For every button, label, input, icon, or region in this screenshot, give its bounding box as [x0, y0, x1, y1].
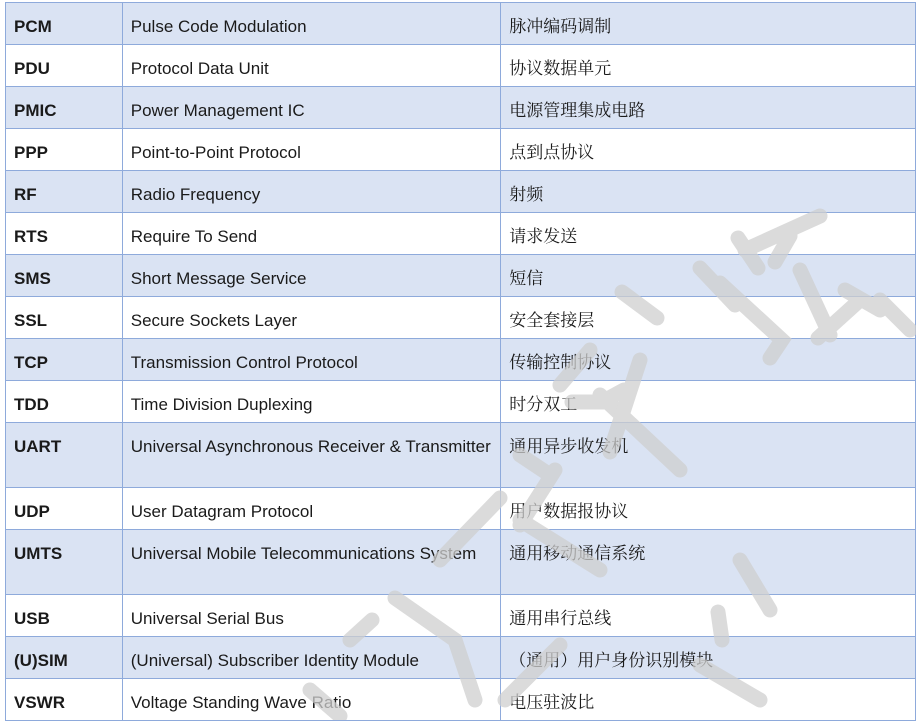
term-cell-text: Time Division Duplexing [130, 395, 313, 414]
table-row [6, 381, 916, 423]
abbr-cell [6, 595, 123, 637]
term-cell [122, 3, 500, 45]
term-cell [122, 45, 500, 87]
chinese-cell [501, 45, 916, 87]
abbr-cell-text: TCP [14, 353, 48, 372]
chinese-cell-text: 点到点协议 [509, 143, 595, 163]
abbr-cell [6, 297, 123, 339]
table-row [6, 530, 916, 595]
abbr-cell-text: RF [14, 185, 37, 204]
abbr-cell-text: UART [14, 437, 62, 456]
chinese-cell-text: 脉冲编码调制 [509, 17, 612, 37]
term-cell [122, 637, 500, 679]
abbr-cell [6, 171, 123, 213]
chinese-cell-text: 协议数据单元 [509, 59, 612, 79]
abbr-cell [6, 423, 123, 488]
table-row [6, 488, 916, 530]
abbr-cell [6, 488, 123, 530]
table-row [6, 255, 916, 297]
term-cell-text: Radio Frequency [130, 185, 261, 204]
abbr-cell-text: RTS [14, 227, 48, 246]
term-cell [122, 297, 500, 339]
chinese-cell [501, 297, 916, 339]
table-row [6, 129, 916, 171]
abbr-cell-text: USB [14, 609, 50, 628]
chinese-cell [501, 255, 916, 297]
term-cell-text: (Universal) Subscriber Identity Module [130, 651, 419, 670]
abbr-cell-text: UDP [14, 502, 50, 521]
term-cell-text: Universal Serial Bus [130, 609, 284, 628]
abbreviation-table [5, 2, 916, 721]
abbr-cell-text: SSL [14, 311, 48, 330]
abbr-cell-text: SMS [14, 269, 51, 288]
abbr-cell [6, 129, 123, 171]
chinese-cell-text: 电源管理集成电路 [509, 101, 646, 121]
chinese-cell [501, 129, 916, 171]
abbr-cell [6, 381, 123, 423]
table-row [6, 339, 916, 381]
term-cell-text: Require To Send [130, 227, 258, 246]
abbr-cell [6, 637, 123, 679]
chinese-cell-text: 通用串行总线 [509, 609, 612, 629]
abbr-cell-text: PPP [14, 143, 49, 162]
term-cell-text: Short Message Service [130, 269, 307, 288]
chinese-cell [501, 171, 916, 213]
abbr-cell-text: PMIC [14, 101, 57, 120]
term-cell [122, 595, 500, 637]
chinese-cell [501, 87, 916, 129]
chinese-cell [501, 679, 916, 721]
term-cell-text: Universal Mobile Telecommunications System [130, 544, 477, 563]
table-row [6, 87, 916, 129]
chinese-cell [501, 423, 916, 488]
abbr-cell [6, 45, 123, 87]
abbr-cell [6, 87, 123, 129]
term-cell [122, 171, 500, 213]
term-cell [122, 381, 500, 423]
chinese-cell-text: 时分双工 [509, 395, 578, 415]
table-row [6, 45, 916, 87]
term-cell [122, 488, 500, 530]
term-cell [122, 87, 500, 129]
chinese-cell-text: 电压驻波比 [509, 693, 595, 713]
term-cell-text: Protocol Data Unit [130, 59, 269, 78]
term-cell [122, 679, 500, 721]
term-cell-text: Voltage Standing Wave Ratio [130, 693, 352, 712]
abbr-cell-text: VSWR [14, 693, 65, 712]
abbr-cell-text: PCM [14, 17, 52, 36]
chinese-cell-text: 请求发送 [509, 227, 578, 247]
chinese-cell-text: 用户数据报协议 [509, 502, 629, 522]
term-cell [122, 255, 500, 297]
abbr-cell [6, 679, 123, 721]
table-row [6, 171, 916, 213]
chinese-cell-text: 通用异步收发机 [509, 437, 629, 457]
term-cell [122, 339, 500, 381]
abbr-cell-text: PDU [14, 59, 50, 78]
table-row [6, 213, 916, 255]
term-cell-text: Point-to-Point Protocol [130, 143, 301, 162]
table-row [6, 423, 916, 488]
abbr-cell [6, 339, 123, 381]
chinese-cell [501, 595, 916, 637]
term-cell-text: Pulse Code Modulation [130, 17, 307, 36]
chinese-cell-text: 通用移动通信系统 [509, 544, 646, 564]
abbr-cell-text: TDD [14, 395, 49, 414]
term-cell [122, 530, 500, 595]
term-cell-text: Power Management IC [130, 101, 305, 120]
term-cell [122, 213, 500, 255]
chinese-cell [501, 3, 916, 45]
chinese-cell [501, 637, 916, 679]
abbr-cell [6, 213, 123, 255]
term-cell-text: Universal Asynchronous Receiver & Transmitter [130, 437, 491, 456]
abbr-cell-text: (U)SIM [14, 651, 68, 670]
table-row [6, 637, 916, 679]
chinese-cell [501, 488, 916, 530]
term-cell [122, 423, 500, 488]
term-cell-text: Transmission Control Protocol [130, 353, 358, 372]
chinese-cell [501, 381, 916, 423]
chinese-cell-text: （通用）用户身份识别模块 [509, 651, 714, 671]
term-cell [122, 129, 500, 171]
table-row [6, 3, 916, 45]
chinese-cell-text: 传输控制协议 [509, 353, 612, 373]
abbr-cell [6, 3, 123, 45]
table-row [6, 595, 916, 637]
chinese-cell-text: 短信 [509, 269, 544, 289]
chinese-cell [501, 339, 916, 381]
chinese-cell [501, 530, 916, 595]
chinese-cell-text: 射频 [509, 185, 544, 205]
term-cell-text: Secure Sockets Layer [130, 311, 298, 330]
abbr-cell [6, 255, 123, 297]
chinese-cell-text: 安全套接层 [509, 311, 595, 331]
table-body [6, 3, 916, 721]
table-row [6, 679, 916, 721]
table-row [6, 297, 916, 339]
term-cell-text: User Datagram Protocol [130, 502, 314, 521]
abbr-cell-text: UMTS [14, 544, 63, 563]
abbr-cell [6, 530, 123, 595]
chinese-cell [501, 213, 916, 255]
